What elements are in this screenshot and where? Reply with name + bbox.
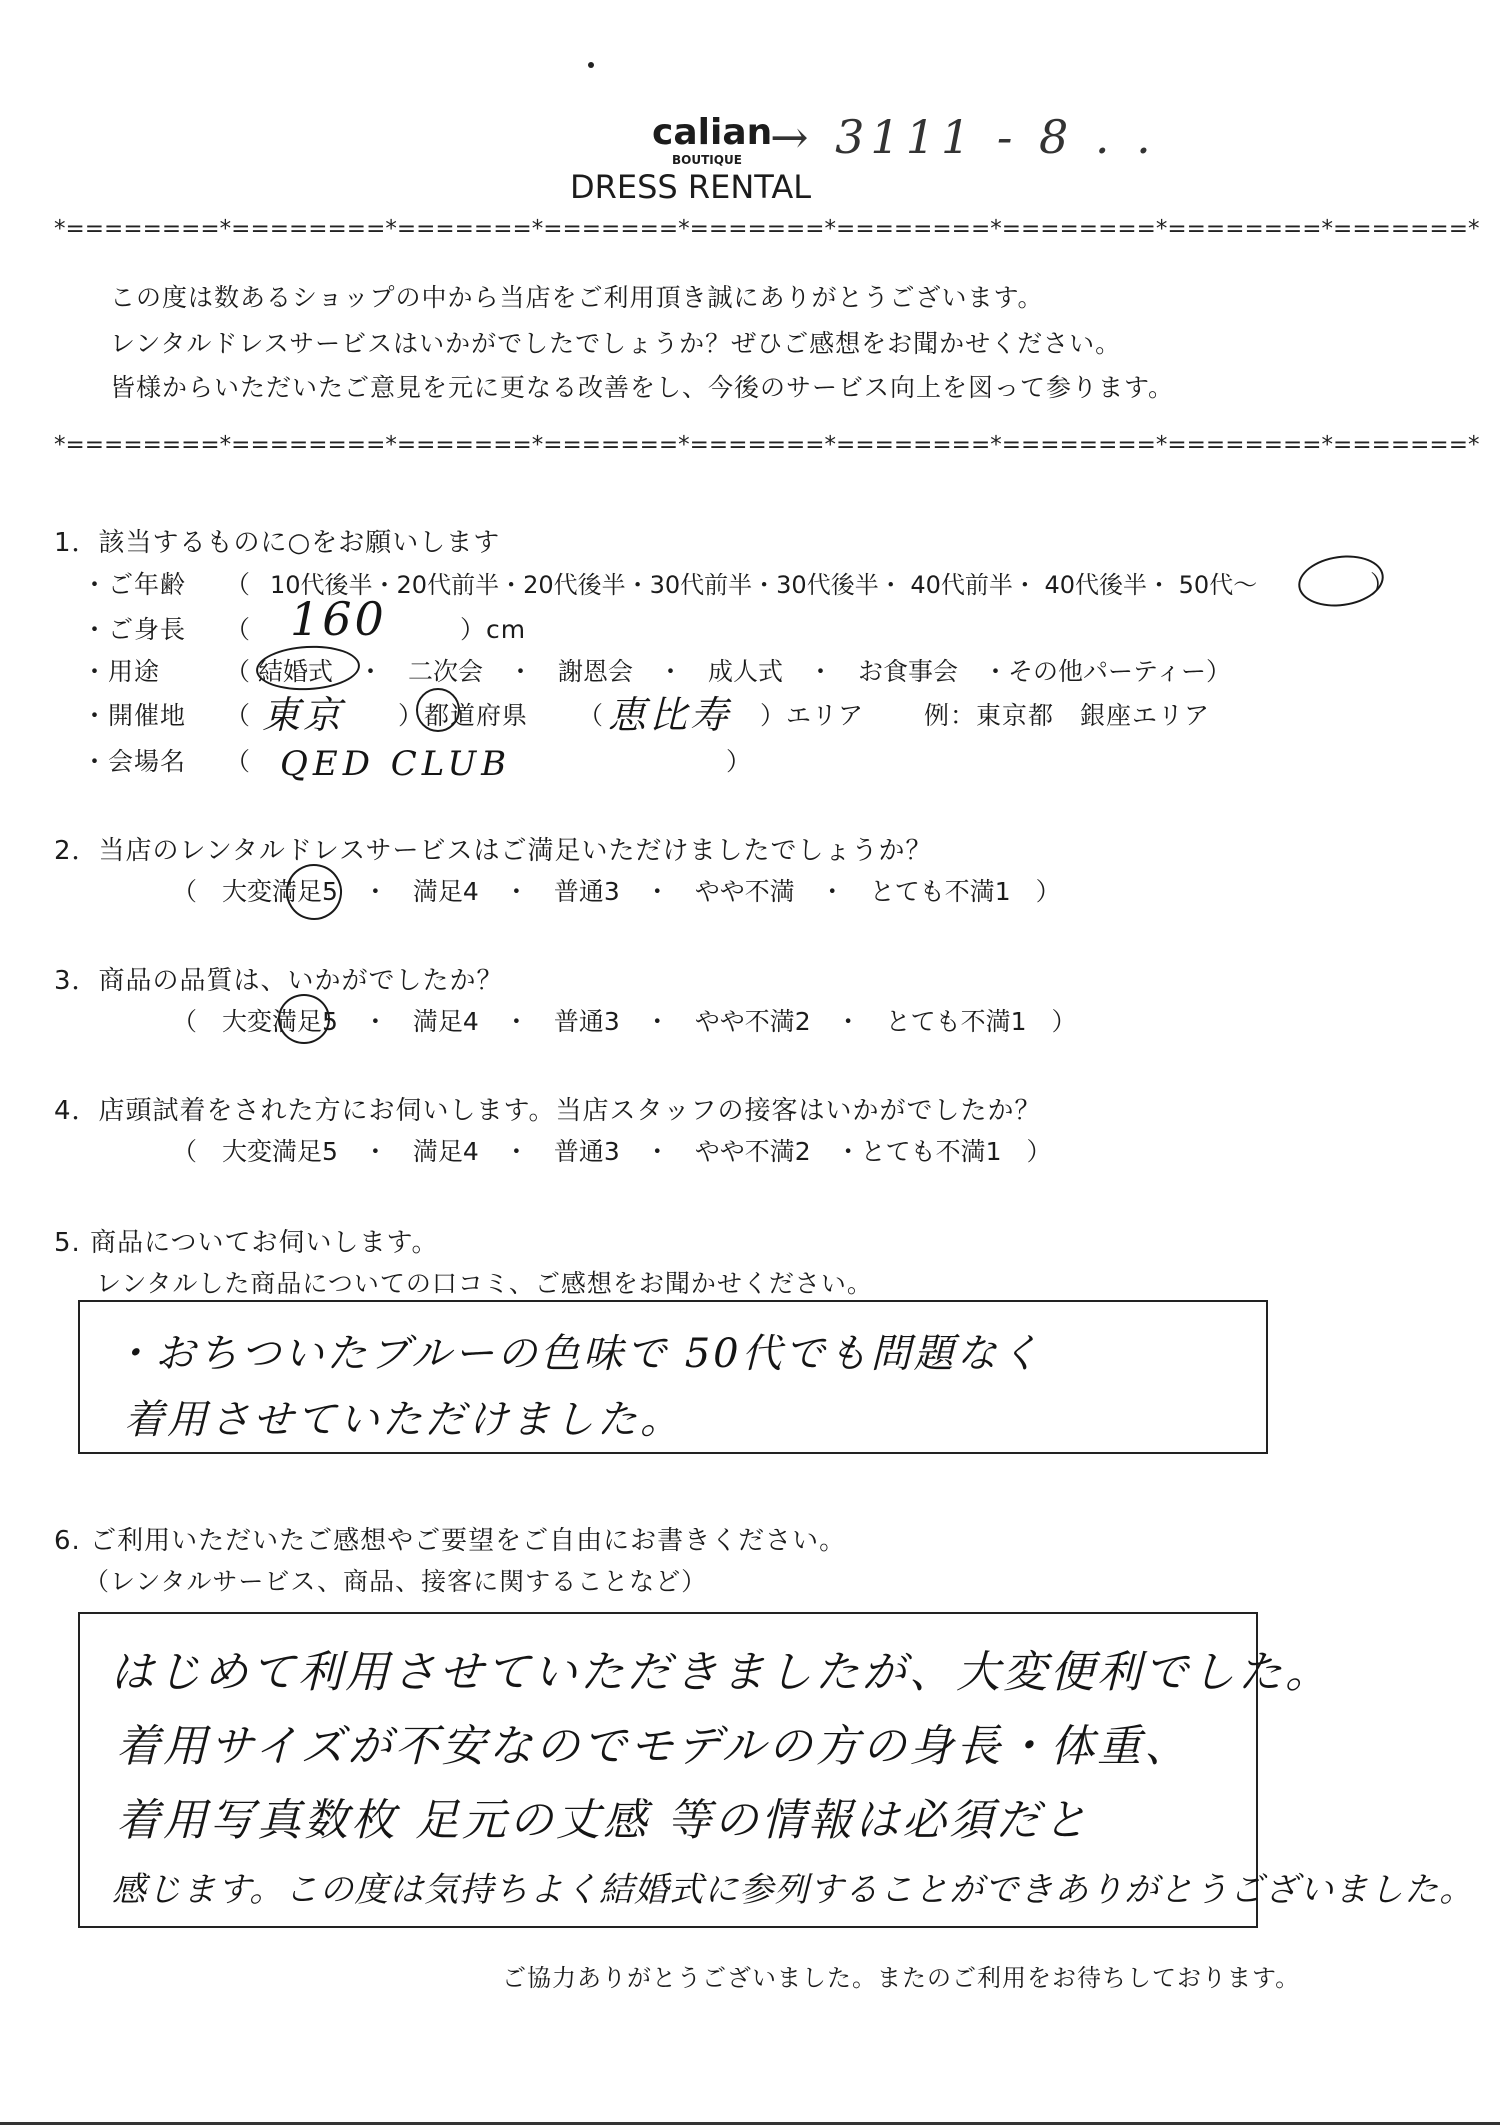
age-options: 10代後半・20代前半・20代後半・30代前半・30代後半・ 40代前半・ 40代後半・ 50代～ [270, 571, 1258, 599]
q2-title: 2．当店のレンタルドレスサービスはご満足いただけましたでしょうか？ [54, 836, 933, 866]
area-label: ）エリア [760, 701, 865, 730]
q5-answer-line-1: ・おちついたブルーの色味で 50代でも問題なく [112, 1331, 1043, 1377]
q6-subtitle: （レンタルサービス、商品、接客に関することなど） [84, 1567, 708, 1596]
area-open-paren: （ [578, 701, 605, 730]
purpose-label: ・用途 [82, 657, 161, 686]
q3-options: （ 大変満足5 ・ 満足4 ・ 普通3 ・ やや不満2 ・ とても不満1 ） [172, 1007, 1077, 1036]
q5-answer-line-2: 着用させていただけました。 [124, 1397, 683, 1443]
venue-value: QED CLUB [280, 744, 512, 784]
prefecture-selected-circle [416, 688, 460, 732]
handwritten-order-number: → 3111 - 8 . . [770, 110, 1157, 164]
q6-answer-line-2: 着用サイズが不安なのでモデルの方の身長・体重、 [116, 1721, 1192, 1772]
venue-open-paren: （ [225, 747, 252, 776]
prefecture-value: 東京 [262, 693, 345, 737]
q3-title: 3．商品の品質は、いかがでしたか？ [54, 966, 504, 996]
q3-selected-circle [278, 994, 330, 1044]
q4-options: （ 大変満足5 ・ 満足4 ・ 普通3 ・ やや不満2 ・とても不満1 ） [172, 1137, 1052, 1166]
height-unit: ）cm [460, 615, 527, 644]
age-close-paren: ） [1370, 570, 1397, 599]
logo-brand: calian [652, 112, 773, 153]
q5-title: 5. 商品についてお伺いします。 [54, 1228, 439, 1258]
location-open-paren: （ [225, 701, 252, 730]
logo-sub: BOUTIQUE [672, 153, 742, 167]
q6-answer-line-1: はじめて利用させていただきましたが、大変便利でした。 [110, 1647, 1332, 1698]
intro-line-1: この度は数あるショップの中から当店をご利用頂き誠にありがとうございます。 [110, 283, 1044, 312]
height-value: 160 [290, 592, 387, 646]
separator-bottom: *========*========*=======*=======*=======*========*========*========*=======* [54, 432, 1480, 458]
purpose-options: （ 結婚式 ・ 二次会 ・ 謝恩会 ・ 成人式 ・ お食事会 ・その他パーティー） [225, 657, 1231, 686]
venue-close-paren: ） [726, 747, 753, 776]
height-label: ・ご身長 [82, 615, 187, 644]
location-label: ・開催地 [82, 701, 187, 730]
q5-subtitle: レンタルした商品についての口コミ、ご感想をお聞かせください。 [96, 1269, 873, 1298]
location-example: 例：東京都 銀座エリア [924, 701, 1211, 730]
prefecture-label: ）都道府県 [398, 701, 529, 730]
age-selected-circle [1295, 550, 1387, 611]
venue-label: ・会場名 [82, 747, 187, 776]
area-value: 恵比寿 [608, 693, 732, 737]
q2-options: （ 大変満足5 ・ 満足4 ・ 普通3 ・ やや不満 ・ とても不満1 ） [172, 877, 1061, 906]
logo-title: DRESS RENTAL [570, 168, 812, 206]
speck [588, 62, 594, 68]
intro-line-3: 皆様からいただいたご意見を元に更なる改善をし、今後のサービス向上を図って参ります。 [110, 373, 1175, 402]
footer-thanks: ご協力ありがとうございました。またのご利用をお待ちしております。 [502, 1964, 1301, 1992]
age-open-paren: （ [225, 570, 252, 599]
bottom-edge-line [0, 2122, 1500, 2125]
age-label: ・ご年齢 [82, 570, 187, 599]
q4-title: 4．店頭試着をされた方にお伺いします。当店スタッフの接客はいかがでしたか？ [54, 1096, 1042, 1126]
q6-answer-line-4: 感じます。この度は気持ちよく結婚式に参列することができありがとうございました。 [112, 1870, 1475, 1910]
height-open-paren: （ [225, 615, 252, 644]
q6-answer-line-3: 着用写真数枚 足元の丈感 等の情報は必須だと [116, 1795, 1090, 1846]
q2-selected-circle [281, 859, 347, 925]
q1-title: 1．該当するものに○をお願いします [54, 528, 501, 558]
separator-top: *========*========*=======*=======*=======*========*========*========*=======* [54, 216, 1480, 242]
intro-line-2: レンタルドレスサービスはいかがでしたでしょうか？ぜひご感想をお聞かせください。 [110, 329, 1122, 358]
q6-title: 6. ご利用いただいたご感想やご要望をご自由にお書きください。 [54, 1526, 847, 1556]
